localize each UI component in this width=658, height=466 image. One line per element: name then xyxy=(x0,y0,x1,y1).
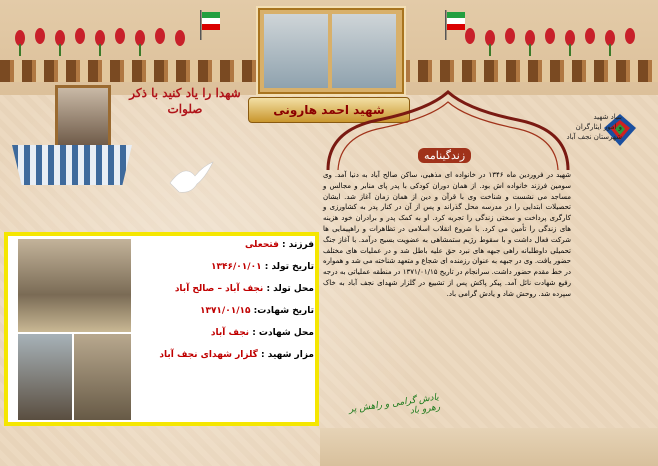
birth-date-row xyxy=(136,262,314,273)
martyr-name: شهید احمد هارونی xyxy=(273,103,385,117)
footer-strip xyxy=(320,428,658,466)
tomb-value: گلزار شهدای نجف آباد xyxy=(159,350,258,360)
foundation-line: شهرستان نجف آباد xyxy=(566,133,622,141)
iran-flag-icon xyxy=(200,10,222,40)
birth-place-value: نجف آباد – صالح آباد xyxy=(174,284,264,294)
death-place-label: محل شهادت : xyxy=(252,328,314,338)
foundation-line: و امور ایثارگران xyxy=(575,123,622,131)
father-label: فرزند : xyxy=(282,240,314,250)
death-date-label: تاریخ شهادت: xyxy=(253,306,314,316)
foundation-line: بنیاد شهید xyxy=(593,113,622,121)
death-date-row xyxy=(136,306,314,317)
closing-signature: یادش گرامی و راهش پر رهرو باد xyxy=(348,392,441,417)
leaders-portrait-frame xyxy=(258,8,404,94)
group-photo xyxy=(18,239,131,332)
foundation-name xyxy=(562,112,622,142)
tomb-row xyxy=(136,350,314,361)
death-place-value: نجف آباد xyxy=(210,328,250,338)
martyr-details xyxy=(136,240,314,420)
dove-icon xyxy=(165,158,215,198)
tomb-label: مزار شهید : xyxy=(261,350,314,360)
father-value: فتحعلی xyxy=(244,240,279,250)
martyr-portrait xyxy=(55,85,111,149)
birth-place-label: محل تولد : xyxy=(266,284,314,294)
biography-text: شهید در فروردین ماه ۱۳۴۶ در خانواده ای مذهبی، ساکن صالح آباد به دنیا آمد. وی سومین فرزند خانواده اش بود. از همان دوران کودکی با پدر پای منابر و مجالس و مساجد می نشست و شناخت وی با قرآن و دین از همان زمان آغاز شد. ایشان تحصیلات ابتدایی را در مدرسه محل گذراند و پس از آن در کنار پدر به کشاورزی و کارگری پرداخت و سختی زندگی را تجربه کرد. او به کمک پدر و برادران خود هزینه های زندگی را تأمین می کرد. با شروع انقلاب اسلامی در تظاهرات و راهپیمایی ها شرکت فعال داشت و با سقوط رژیم ستمشاهی به عضویت بسیج درآمد. با آغاز جنگ تحمیلی داوطلبانه راهی جبهه های نبرد حق علیه باطل شد و در عملیات های مختلف حضور یافت. وی در جبهه به عنوان رزمنده ای شجاع و متعهد شناخته می شد و همواره در خط مقدم حضور داشت. سرانجام در تاریخ ۱۳۷۱/۰۱/۱۵ در منطقه عملیاتی به درجه رفیع شهادت نائل آمد. پیکر پاکش پس از تشییع در گلزار شهدای نجف آباد به خاک سپرده شد. روحش شاد و یادش گرامی باد. xyxy=(323,171,571,298)
info-panel xyxy=(4,232,319,426)
birth-date-value: ۱۳۴۶/۰۱/۰۱ xyxy=(211,262,262,272)
death-place-row xyxy=(136,328,314,339)
father-row xyxy=(136,240,314,251)
birth-place-row xyxy=(136,284,314,295)
leader-portrait xyxy=(264,14,328,88)
leader-portrait xyxy=(332,14,396,88)
iran-flag-icon xyxy=(445,10,467,40)
front-photo-small xyxy=(74,334,131,420)
bio-heading: زندگینامه xyxy=(418,148,471,163)
birth-date-label: تاریخ تولد : xyxy=(264,262,314,272)
martyr-photo-small xyxy=(18,334,72,420)
salavat-slogan: شهدا را یاد کنید با ذکر صلوات xyxy=(129,86,241,116)
biography-section xyxy=(323,170,571,420)
decorative-table xyxy=(12,145,132,185)
death-date-value: ۱۳۷۱/۰۱/۱۵ xyxy=(199,306,251,316)
